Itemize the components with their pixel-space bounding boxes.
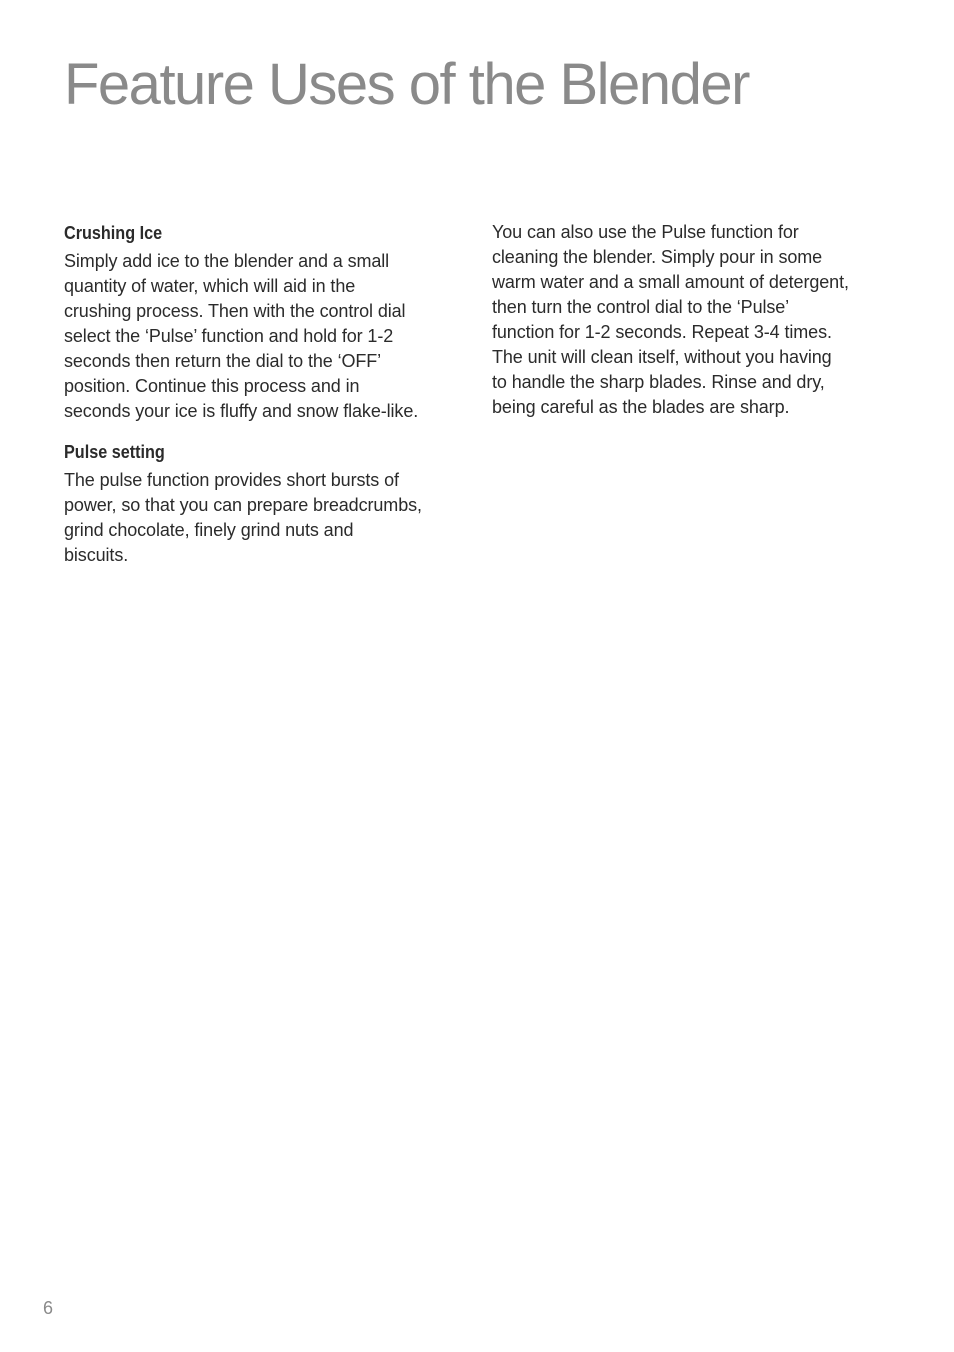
section-pulse-setting [64,440,464,568]
section-crushing-ice [64,221,464,424]
cleaning-paragraph: You can also use the Pulse function for cleaning the blender. Simply pour in some warm water and a small amount of detergent, then turn the control dial to the ‘Pulse’ function for 1-2 seconds. Repeat 3-4 times. The unit will clean itself, without you having to handle the sharp blades. Rinse and dry, being careful as the blades are sharp. [492,222,849,417]
section-paragraph: The pulse function provides short bursts of power, so that you can prepare breadcrumbs, grind chocolate, finely grind nuts and biscuits. [64,470,422,565]
section-heading: Crushing Ice [64,223,163,243]
right-column [492,220,892,420]
section-heading: Pulse setting [64,442,165,462]
left-column [64,221,464,568]
page-number: 6 [43,1298,54,1318]
section-paragraph: Simply add ice to the blender and a small quantity of water, which will aid in the crushing process. Then with the control dial select the ‘Pulse’ function and hold for 1-2 seconds then return the dial to the ‘OFF’ position. Continue this process and in seconds your ice is fluffy and snow flake-like. [64,251,419,421]
page-title: Feature Uses of the Blender [64,52,749,117]
